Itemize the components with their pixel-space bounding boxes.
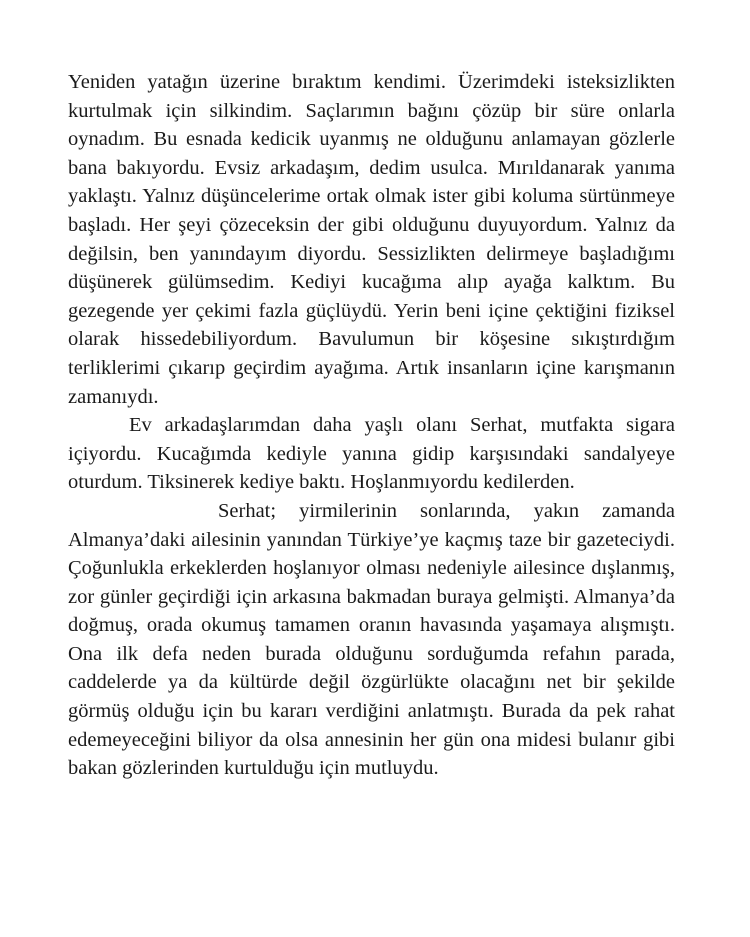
paragraph-2: Ev arkadaşlarımdan daha yaşlı olanı Serhat, mutfakta sigara içiyordu. Kucağımda kediyle yanına gidip karşısındaki sandalyeye oturdum. Tiksinerek kediye baktı. Hoşlanmıyordu kedilerden.	[68, 414, 675, 494]
paragraph-1: Yeniden yatağın üzerine bıraktım kendimi. Üzerimdeki isteksizlikten kurtulmak için silkindim. Saçlarımın bağını çözüp bir süre onlarla oynadım. Bu esnada kedicik uyanmış ne olduğunu anlamayan gözlerle bana bakıyordu. Evsiz arkadaşım, dedim usulca. Mırıldanarak yanıma yaklaştı. Yalnız düşüncelerime ortak olmak ister gibi koluma sürtünmeye başladı. Her şeyi çözeceksin der gibi olduğunu duyuyordum. Yalnız da değilsin, ben yanındayım diyordu. Sessizlikten delirmeye başladığımı düşünerek gülümsedim. Kediyi kucağıma alıp ayağa kalktım. Bu gezegende yer çekimi fazla güçlüydü. Yerin beni içine çektiğini fiziksel olarak hissedebiliyordum. Bavulumun bir köşesine sıkıştırdığım terliklerimi çıkarıp geçirdim ayağıma. Artık insanların içine karışmanın zamanıydı.	[68, 71, 675, 408]
paragraph-3: Serhat; yirmilerinin sonlarında, yakın zamanda Almanya’daki ailesinin yanından Türkiye’ye kaçmış taze bir gazeteciydi. Çoğunlukla erkeklerden hoşlanıyor olması nedeniyle ailesince dışlanmış, zor günler geçirdiği için arkasına bakmadan buraya gelmişti. Almanya’da doğmuş, orada okumuş tamamen oranın havasında yaşamaya alışmıştı. Ona ilk defa neden burada olduğunu sorduğumda refahın parada, caddelerde ya da kültürde değil özgürlükte olacağını net bir şekilde görmüş olduğu için bu kararı verdiğini anlatmıştı. Burada da pek rahat edemeyeceğini biliyor da olsa annesinin her gün ona midesi bulanır gibi bakan gözlerinden kurtulduğu için mutluydu.	[68, 499, 675, 780]
body-text	[68, 68, 675, 783]
